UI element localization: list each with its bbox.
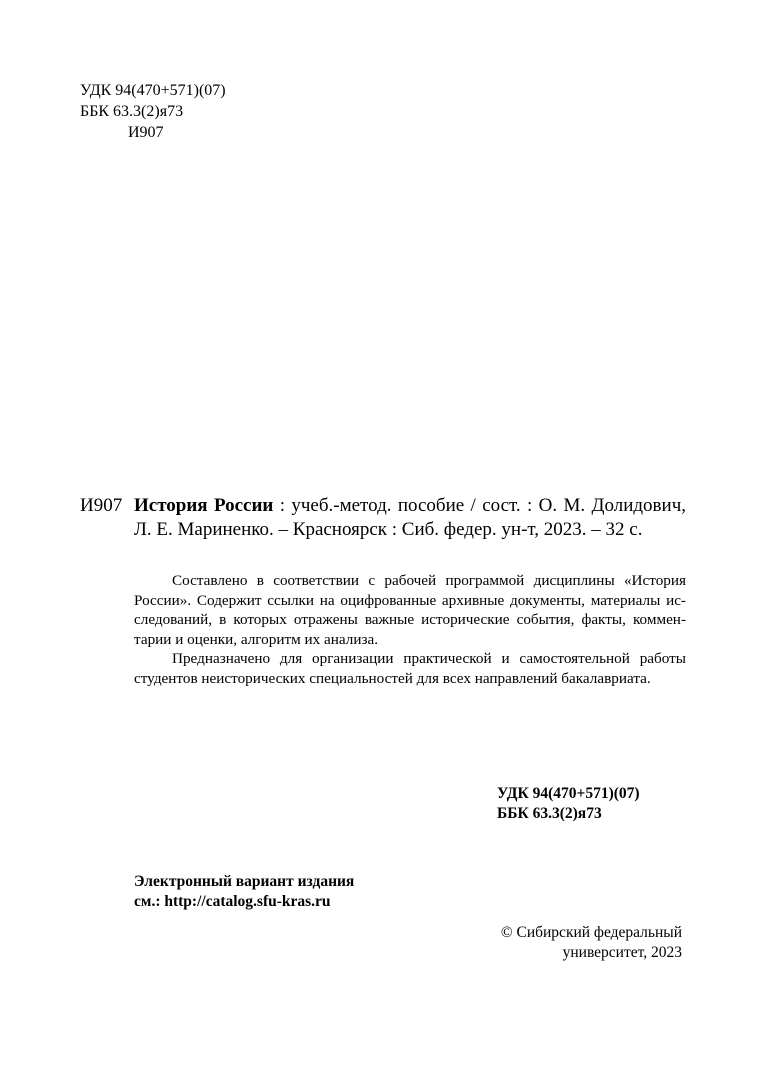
annotation-line: тарии и оценки, алгоритм их анализа. (134, 630, 378, 648)
annotation-line: России». Содержит ссылки на оцифрованные архивные документы, материалы ис- (134, 591, 686, 609)
author-mark: И907 (128, 124, 164, 141)
copyright-line-1: © Сибирский федеральный (500, 924, 682, 941)
electronic-version-label: Электронный вариант издания (134, 873, 355, 890)
bibliographic-line-2: Л. Е. Мариненко. – Красноярск : Сиб. федер. ун-т, 2023. – 32 с. (134, 519, 643, 540)
bibliographic-record (134, 494, 686, 542)
book-title: История России (134, 495, 274, 516)
udk-code: УДК 94(470+571)(07) (80, 82, 226, 99)
catalog-link: см.: http://catalog.sfu-kras.ru (134, 893, 331, 910)
classification-codes (80, 80, 226, 143)
bbk-code: ББК 63.3(2)я73 (80, 103, 184, 120)
annotation (134, 571, 686, 688)
copyright-line-2: университет, 2023 (562, 944, 682, 961)
annotation-line: Составлено в соответствии с рабочей программой дисциплины «История (172, 572, 686, 589)
bibliographic-author-mark: И907 (80, 495, 123, 516)
bottom-classification-codes (497, 784, 640, 824)
copyright-notice (470, 923, 682, 963)
electronic-version-note (134, 872, 354, 912)
annotation-line: студентов неисторических специальностей для всех направлений бакалавриата. (134, 669, 651, 687)
bibliographic-line-1 (134, 494, 686, 518)
bottom-bbk-code: ББК 63.3(2)я73 (497, 805, 602, 822)
annotation-line: Предназначено для организации практической и самостоятельной работы (172, 650, 686, 667)
bottom-udk-code: УДК 94(470+571)(07) (497, 785, 640, 802)
annotation-line: следований, в которых отражены важные исторические события, факты, коммен- (134, 611, 686, 628)
bibliographic-details: : учеб.-метод. пособие / сост. : О. М. Долидович, (273, 495, 687, 516)
